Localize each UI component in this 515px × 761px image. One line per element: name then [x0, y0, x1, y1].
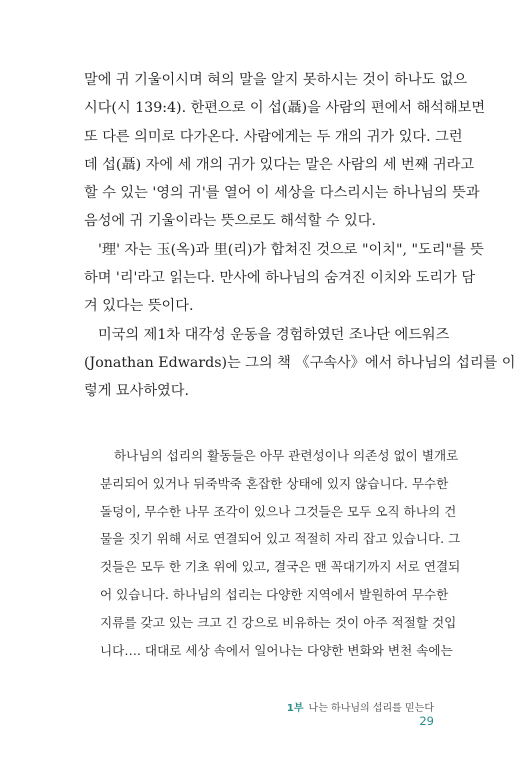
footer-chapter-title: 나는 하나님의 섭리를 믿는다: [308, 703, 434, 714]
quote-line: 니다…. 대대로 세상 속에서 일어나는 다양한 변화와 변천 속에는: [100, 642, 453, 658]
body-line: 하며 '리'라고 읽는다. 만사에 하나님의 숨겨진 이치와 도리가 담: [84, 270, 476, 287]
running-footer: [280, 699, 434, 728]
quote-line: 분리되어 있거나 뒤죽박죽 혼잡한 상태에 있지 않습니다. 무수한: [100, 475, 449, 491]
body-line: 할 수 있는 '영의 귀'를 열어 이 세상을 다스리시는 하나님의 뜻과: [84, 185, 480, 202]
block-quote: [100, 442, 461, 664]
quote-line: 물을 짓기 위해 서로 연결되어 있고 적절히 자리 잡고 있습니다. 그: [100, 531, 461, 547]
body-line: 렇게 묘사하였다.: [84, 383, 189, 400]
body-line: 말에 귀 기울이시며 혀의 말을 알지 못하시는 것이 하나도 없으: [84, 72, 468, 88]
quote-line: 지류를 갖고 있는 크고 긴 강으로 비유하는 것이 아주 적절할 것입: [100, 614, 457, 630]
page-number: 29: [419, 714, 434, 728]
body-line: 또 다른 의미로 다가온다. 사람에게는 두 개의 귀가 있다. 그런: [84, 128, 463, 145]
body-line: 겨 있다는 뜻이다.: [84, 298, 194, 315]
body-line: 시다(시 139:4). 한편으로 이 섭(聶)을 사람의 편에서 해석해보면: [84, 100, 486, 117]
body-line: '理' 자는 玉(옥)과 里(리)가 합쳐진 것으로 "이치", "도리"를 뜻: [98, 241, 484, 258]
body-line: 데 섭(聶) 자에 세 개의 귀가 있다는 말은 사람의 세 번째 귀라고: [84, 156, 475, 173]
footer-part-label: 1부: [286, 703, 304, 714]
quote-line: 돌덩이, 무수한 나무 조각이 있으나 그것들은 모두 오직 하나의 건: [100, 503, 457, 519]
body-text: [84, 66, 515, 406]
quote-line: 하나님의 섭리의 활동들은 아무 관련성이나 의존성 없이 별개로: [114, 448, 459, 463]
quote-line: 것들은 모두 한 기초 위에 있고, 결국은 맨 꼭대기까지 서로 연결되: [100, 559, 461, 575]
body-line: 미국의 제1차 대각성 운동을 경험하였던 조나단 에드워즈: [98, 326, 450, 343]
body-line: 음성에 귀 기울이라는 뜻으로도 해석할 수 있다.: [84, 213, 376, 230]
quote-line: 어 있습니다. 하나님의 섭리는 다양한 지역에서 발원하여 무수한: [100, 586, 449, 602]
body-line: (Jonathan Edwards)는 그의 책 《구속사》에서 하나님의 섭리를 이: [84, 354, 515, 371]
